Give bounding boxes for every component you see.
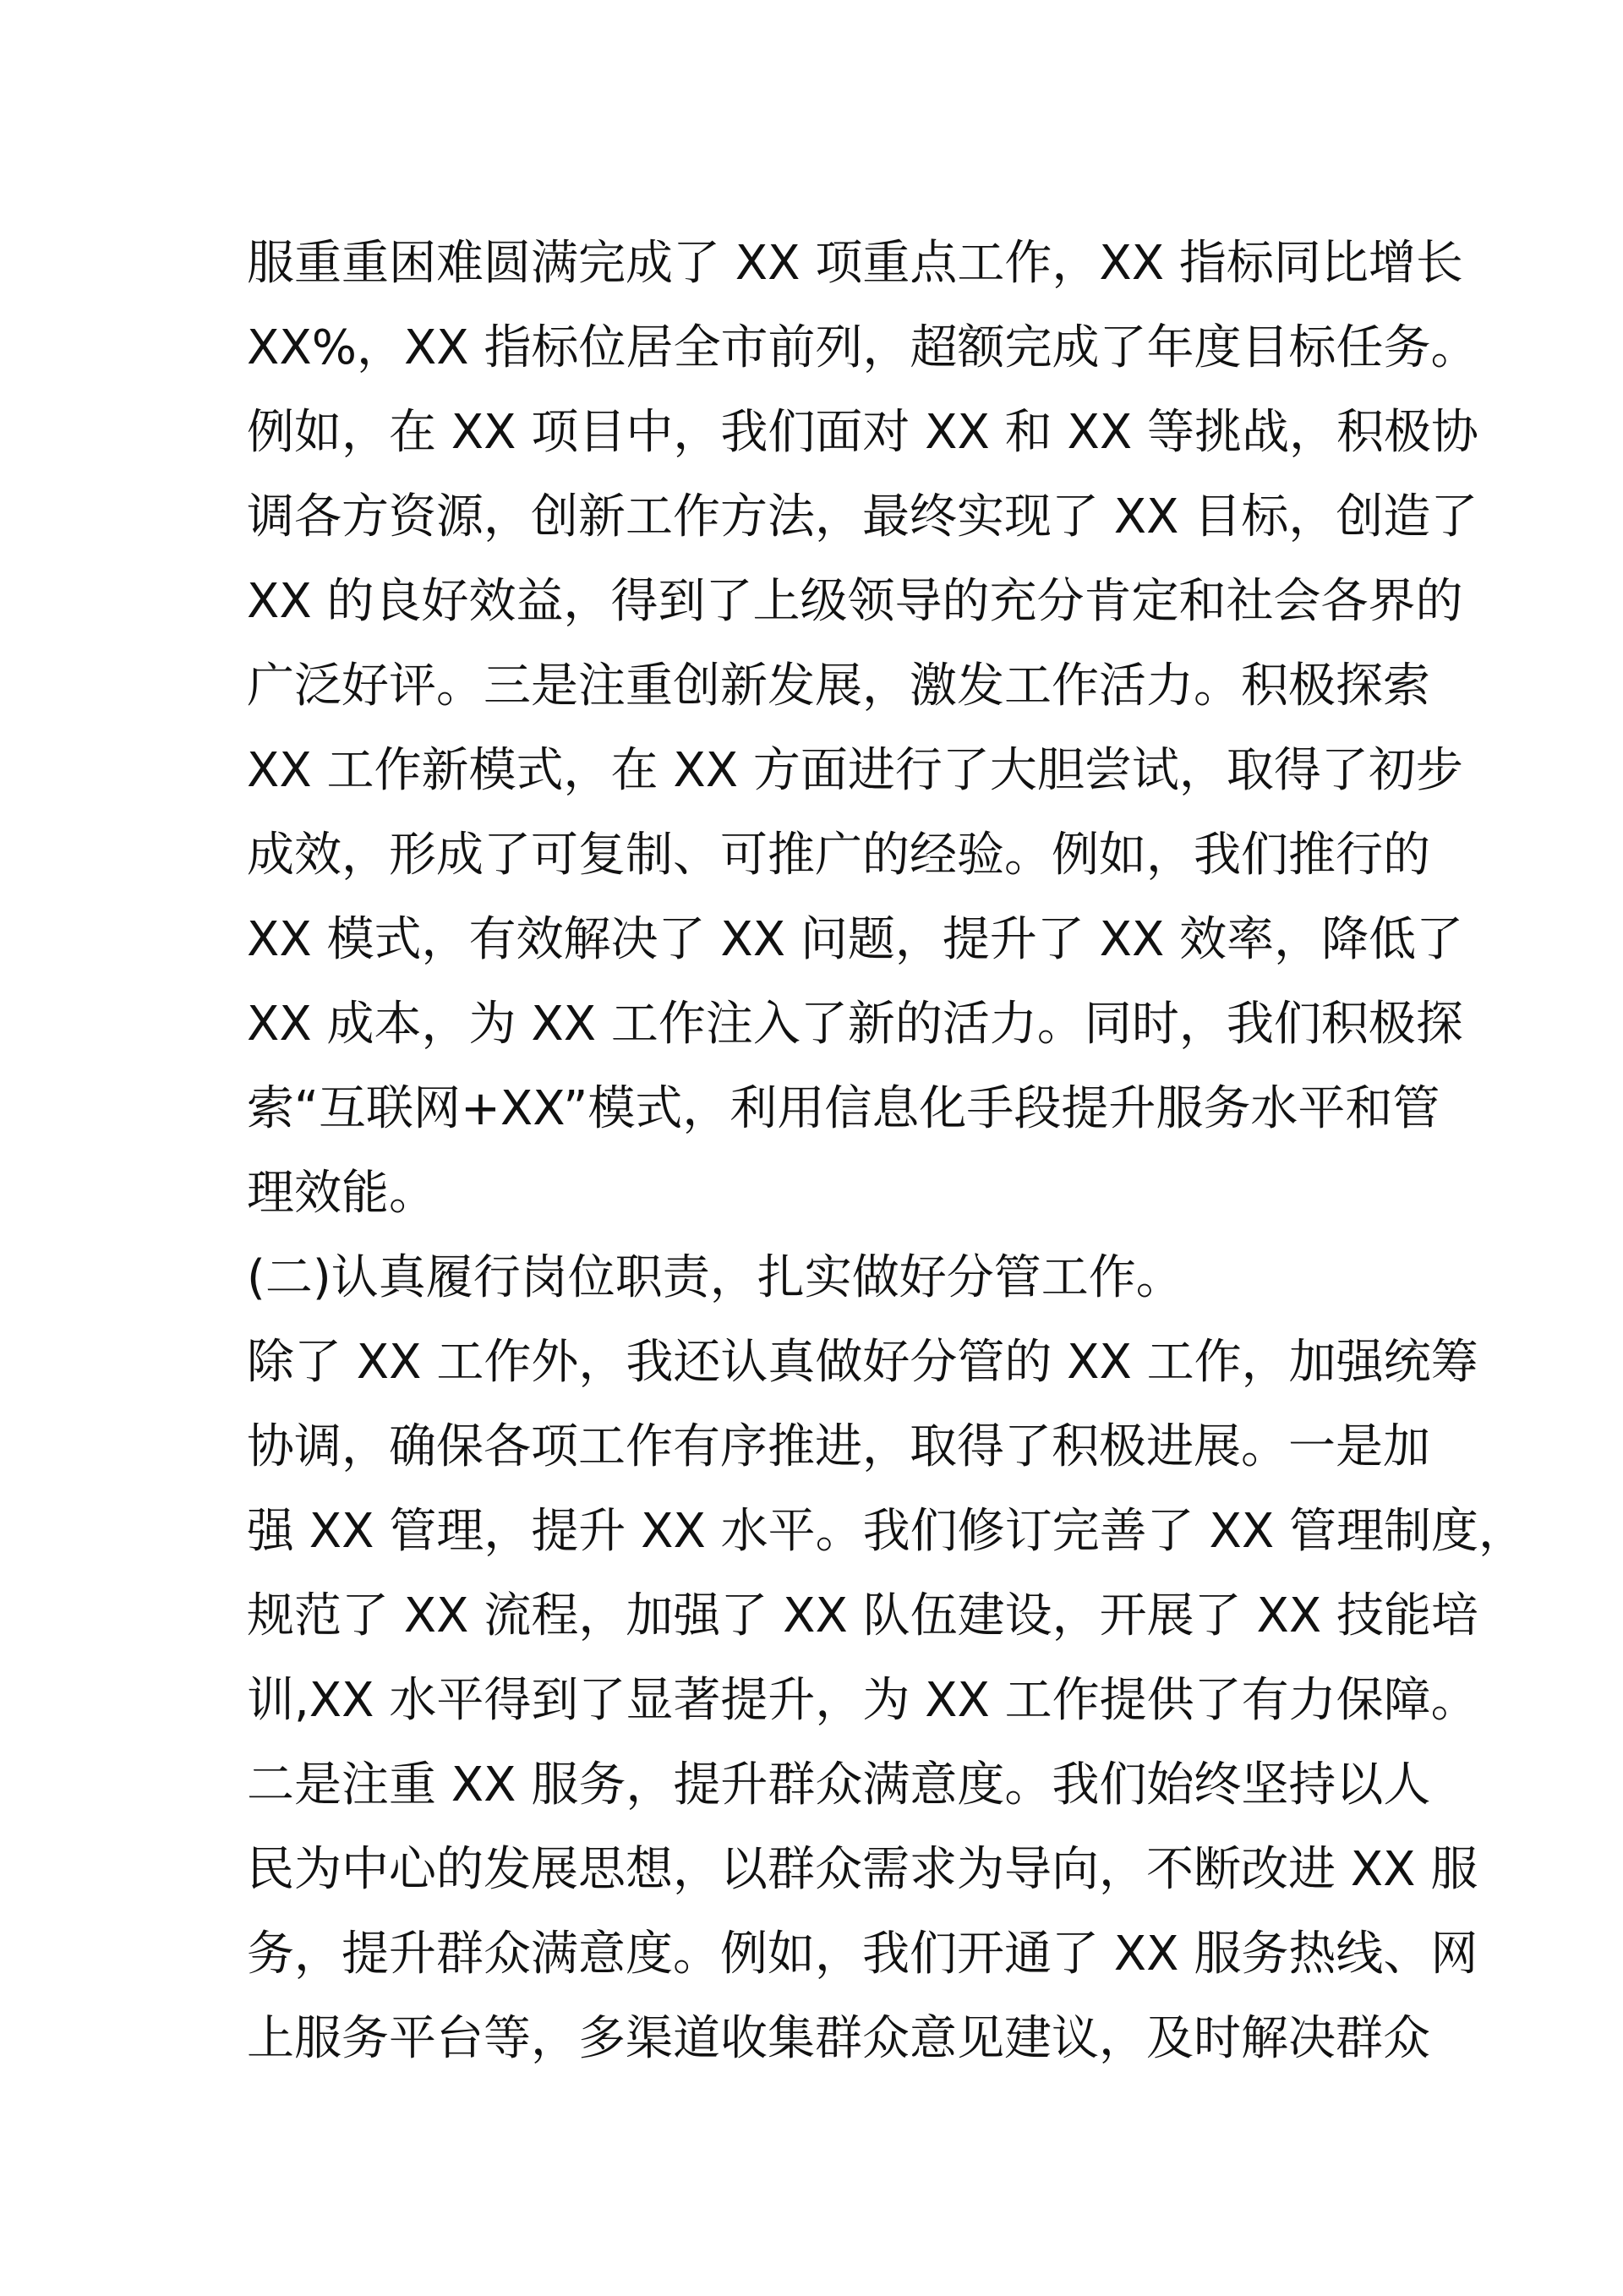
text-line: 民为中心的发展思想，以群众需求为导向，不断改进 XX 服 (247, 1842, 1478, 1897)
text-line: 除了 XX 工作外，我还认真做好分管的 XX 工作，加强统筹 (247, 1335, 1478, 1390)
text-line: 服重重困难圆满完成了 XX 项重点工作，XX 指标同比增长 (247, 236, 1463, 291)
text-line: XX 工作新模式，在 XX 方面进行了大胆尝试，取得了初步 (247, 743, 1463, 798)
section-heading: (二)认真履行岗位职责，扎实做好分管工作。 (247, 1250, 1183, 1305)
text-line: 索“互联网+XX”模式，利用信息化手段提升服务水平和管 (247, 1081, 1440, 1136)
text-line: XX 的良好效益，得到了上级领导的充分肯定和社会各界的 (247, 574, 1463, 629)
text-line: 规范了 XX 流程，加强了 XX 队伍建设，开展了 XX 技能培 (247, 1588, 1478, 1643)
text-line: 调各方资源，创新工作方法，最终实现了 XX 目标，创造了 (247, 489, 1478, 544)
text-line: 强 XX 管理，提升 XX 水平。我们修订完善了 XX 管理制度， (247, 1504, 1526, 1559)
text-line: XX%，XX 指标位居全市前列，超额完成了年度目标任务。 (247, 320, 1478, 375)
text-line: 理效能。 (247, 1166, 436, 1221)
text-line: 广泛好评。三是注重创新发展，激发工作活力。积极探索 (247, 659, 1430, 713)
text-line: XX 模式，有效解决了 XX 问题，提升了 XX 效率，降低了 (247, 912, 1464, 967)
text-line: 务，提升群众满意度。例如，我们开通了 XX 服务热线、网 (247, 1927, 1478, 1982)
text-line: 协调，确保各项工作有序推进，取得了积极进展。一是加 (247, 1419, 1430, 1474)
text-line: 训,XX 水平得到了显著提升，为 XX 工作提供了有力保障。 (247, 1673, 1478, 1728)
body-text (247, 221, 1526, 2081)
text-line: XX 成本，为 XX 工作注入了新的活力。同时，我们积极探 (247, 997, 1463, 1052)
text-line: 上服务平台等，多渠道收集群众意见建议，及时解决群众 (247, 2011, 1430, 2066)
text-line: 成效，形成了可复制、可推广的经验。例如，我们推行的 (247, 828, 1430, 883)
text-line: 例如，在 XX 项目中，我们面对 XX 和 XX 等挑战，积极协 (247, 405, 1478, 460)
text-line: 二是注重 XX 服务，提升群众满意度。我们始终坚持以人 (247, 1758, 1431, 1812)
